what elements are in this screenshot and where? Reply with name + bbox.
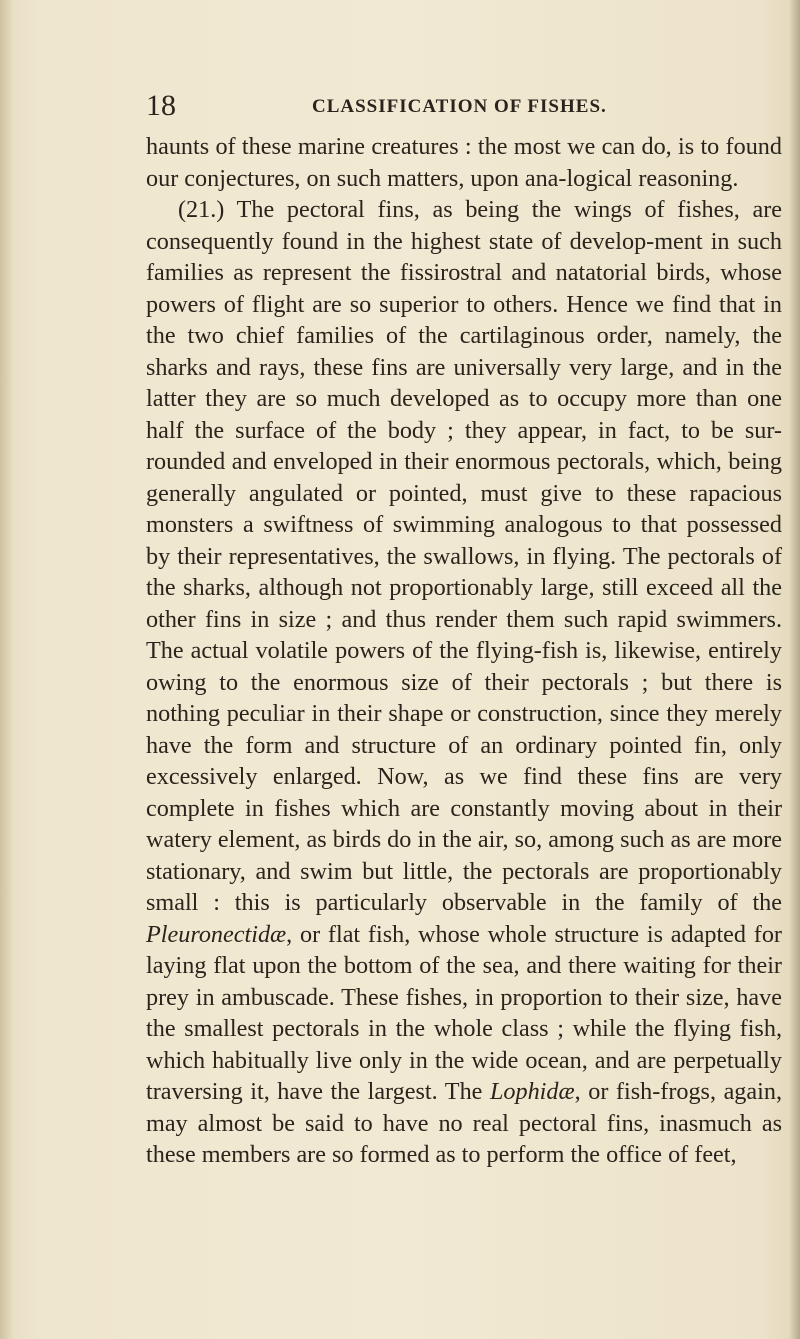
paragraph: [146, 131, 782, 194]
paragraph: [146, 194, 782, 1171]
text-segment: haunts of these marine creatures : the most we can do, is to found our conjectures, on such matters, upon ana-logical reasoning.: [146, 133, 782, 192]
body-text: [146, 131, 782, 1171]
running-title: CLASSIFICATION OF FISHES.: [312, 96, 607, 117]
text-segment: , or flat fish, whose whole structure is adapted for laying flat upon the bottom of the sea, and there waiting for their prey in ambuscade. These fishes, in proportion to their size, have the smallest pectorals in the whole class ; while the flying fish, which habitually live only in the wide ocean, and are perpetually traversing it, have the largest. The: [146, 920, 782, 1105]
text-segment: (21.) The pectoral fins, as being the wings of fishes, are consequently found in the highest state of develop-ment in such families as represent the fissirostral and natatorial birds, whose powers of flight are so superior to others. Hence we find that in the two chief families of the cartilaginous order, namely, the sharks and rays, these fins are universally very large, and in the latter they are so much developed as to occupy more than one half the surface of the body ; they appear, in fact, to be sur-rounded and enveloped in their enormous pectorals, which, being generally angulated or pointed, must give to these rapacious monsters a swiftness of swimming analogous to that possessed by their representatives, the swallows, in flying. The pectorals of the sharks, although not proportionably large, still exceed all the other fins in size ; and thus render them such rapid swimmers. The actual volatile powers of the flying-fish is, likewise, entirely owing to the enormous size of their pectorals ; but there is nothing peculiar in their shape or construction, since they merely have the form and structure of an ordinary pointed fin, only excessively enlarged. Now, as we find these fins are very complete in fishes which are constantly moving about in their watery element, as birds do in the air, so, among such as are more stationary, and swim but little, the pectorals are proportionably small : this is particularly observable in the family of the: [146, 196, 782, 916]
page-gutter-shadow: [0, 0, 14, 1339]
italic-taxon-name: Pleuronectidæ: [146, 920, 287, 948]
page-number: 18: [146, 89, 176, 122]
page-header: [146, 88, 786, 128]
text-segment: , or fish-frogs, again, may almost be said to have no real pectoral fins, inasmuch as these members are so formed as to perform the office of feet,: [146, 1078, 782, 1168]
page-edge-shadow: [788, 0, 800, 1339]
italic-taxon-name: Lophidæ: [489, 1078, 575, 1105]
